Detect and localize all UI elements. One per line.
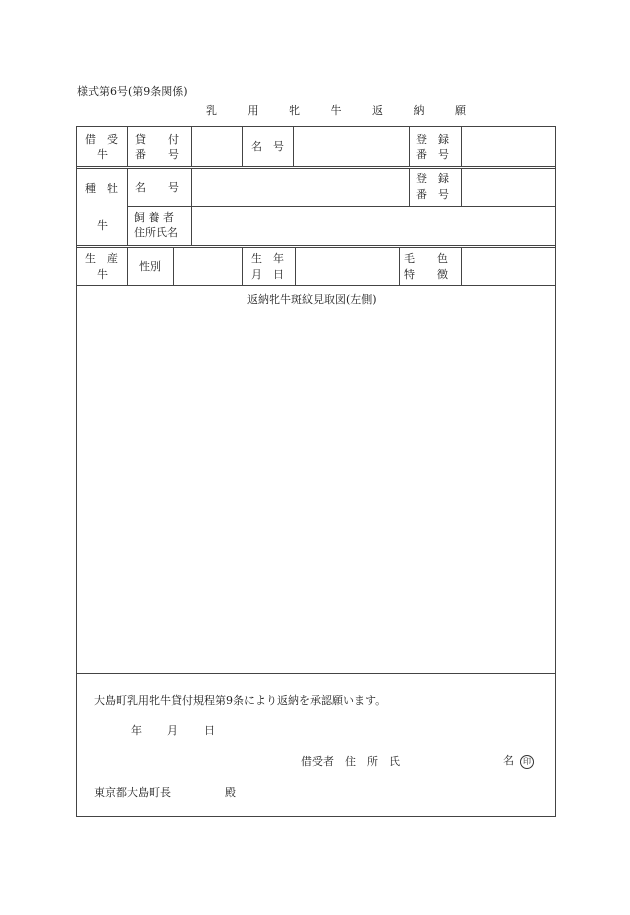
applicant-label: 借受者 住 所 氏 — [301, 755, 400, 768]
col-divider — [127, 127, 128, 166]
produced-cow-label: 生 産 — [85, 252, 118, 265]
title-char: 牝 — [289, 104, 300, 117]
birthdate-label: 生 年 — [251, 252, 284, 265]
form-number: 様式第6号(第9条関係) — [77, 85, 188, 98]
name-label: 名 — [503, 754, 514, 767]
honorific: 殿 — [225, 786, 236, 799]
row-divider — [77, 168, 555, 169]
form-title — [206, 105, 493, 116]
row-divider — [77, 285, 555, 286]
name-label: 名 号 — [251, 140, 284, 153]
approval-statement: 大島町乳用牝牛貸付規程第9条により返納を承認願います。 — [94, 694, 387, 707]
lessee-label-2: 牛 — [97, 148, 108, 161]
col-divider — [399, 247, 400, 285]
col-divider — [242, 247, 243, 285]
sire-registration-label-2: 番 号 — [416, 188, 449, 201]
loan-number-label: 貸 付 — [135, 133, 179, 146]
col-divider — [295, 247, 296, 285]
row-divider — [77, 673, 555, 674]
col-divider — [461, 127, 462, 166]
birthdate-label-2: 月 日 — [251, 268, 284, 281]
title-char: 牛 — [330, 104, 342, 117]
lessee-label: 借 受 — [85, 133, 118, 146]
row-divider — [77, 247, 555, 248]
row-divider — [77, 166, 555, 167]
col-divider — [242, 127, 243, 166]
registration-label-2: 番 号 — [416, 148, 449, 161]
coat-label: 毛 色 — [404, 252, 448, 265]
col-divider — [191, 168, 192, 245]
sire-label: 種 牡 — [85, 182, 118, 195]
col-divider — [173, 247, 174, 285]
title-char: 納 — [413, 104, 425, 117]
col-divider — [409, 127, 410, 166]
keeper-label: 飼 養 者 — [134, 211, 174, 224]
col-divider — [127, 247, 128, 285]
title-char: 乳 — [206, 104, 217, 117]
diagram-label: 返納牝牛斑紋見取図(左側) — [247, 293, 377, 306]
row-divider — [77, 245, 555, 246]
col-divider — [127, 168, 128, 245]
loan-number-label-2: 番 号 — [135, 148, 179, 161]
title-char: 願 — [455, 104, 466, 117]
addressee: 東京都大島町長 — [94, 786, 171, 799]
return-application-form — [76, 126, 556, 817]
sire-name-label: 名 号 — [135, 181, 179, 194]
applicant-name-label — [503, 755, 534, 769]
col-divider — [461, 247, 462, 285]
keeper-label-2: 住所氏名 — [134, 226, 178, 239]
title-char: 用 — [247, 104, 259, 117]
registration-label: 登 録 — [416, 133, 449, 146]
produced-cow-label-2: 牛 — [97, 268, 108, 281]
date-day: 日 — [204, 724, 215, 737]
sire-registration-label: 登 録 — [416, 172, 449, 185]
date-month: 月 — [167, 724, 178, 737]
col-divider — [461, 168, 462, 206]
sire-label-2: 牛 — [97, 219, 108, 232]
date-year: 年 — [131, 724, 142, 737]
col-divider — [409, 168, 410, 206]
coat-label-2: 特 徴 — [404, 268, 448, 281]
title-char: 返 — [372, 104, 383, 117]
seal-mark: 印 — [520, 755, 534, 769]
sex-label: 性別 — [139, 260, 161, 273]
col-divider — [293, 127, 294, 166]
col-divider — [191, 127, 192, 166]
